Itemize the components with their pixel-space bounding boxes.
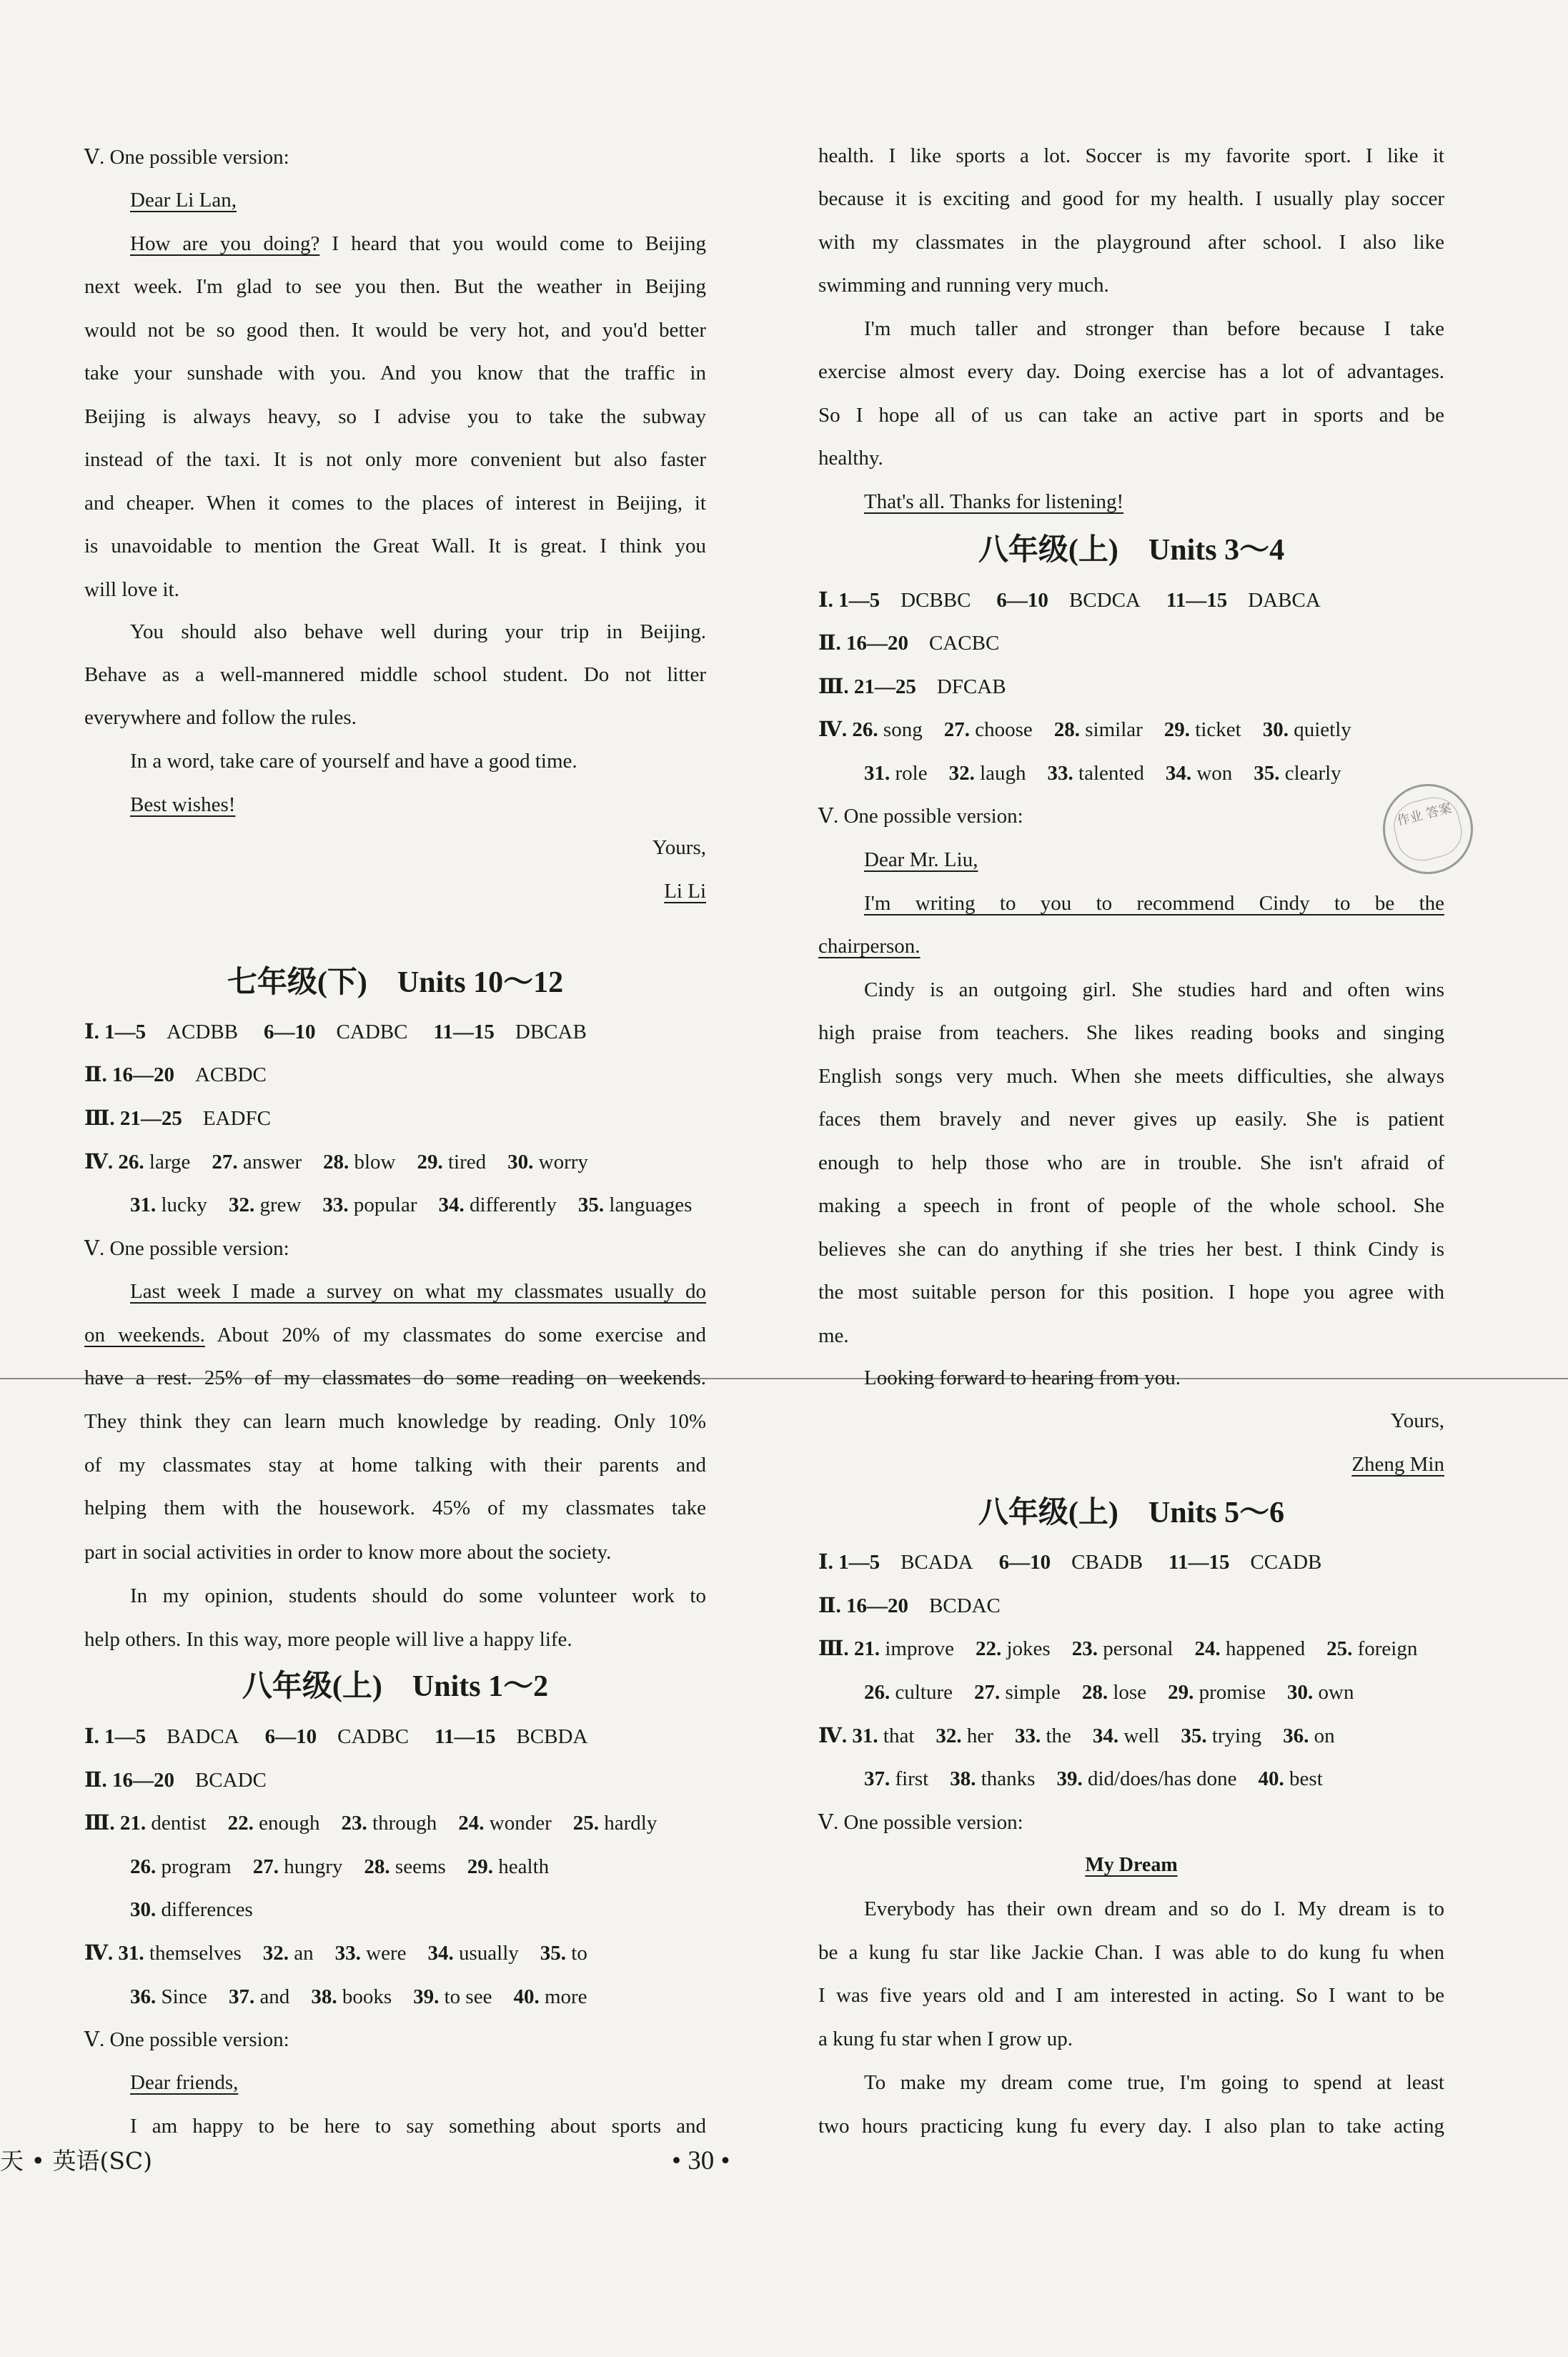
text-line: everywhere and follow the rules. [84, 706, 357, 729]
text-line: swimming and running very much. [818, 274, 1109, 297]
text-line: on weekends. About 20% of my classmates do some exercise and [84, 1324, 706, 1346]
page-number: • 30 • [672, 2146, 730, 2175]
answer-word: talented [1078, 762, 1144, 785]
text-line: me. [818, 1324, 849, 1347]
answer-row [818, 1634, 1439, 1663]
answer-row [84, 1939, 609, 1968]
answer-number: Ⅲ. 21. [818, 1637, 880, 1660]
answer-number: Ⅳ. 26. [818, 718, 878, 741]
text-line: will love it. [84, 578, 179, 601]
answer-word: the [1046, 1725, 1071, 1747]
answer-number: 35. [540, 1942, 567, 1965]
answer-row [84, 1148, 610, 1176]
answer-word: to [571, 1942, 587, 1965]
answer-row: Ⅰ. 1—5 BADCA 6—10 CADBC 11—15 BCBDA [84, 1725, 588, 1748]
answer-word: to see [444, 1985, 492, 2008]
text-line: and cheaper. When it comes to the places of interest in Beijing, it [84, 492, 706, 515]
answer-number: 26. [864, 1681, 890, 1704]
text-line: part in social activities in order to know more about the society. [84, 1541, 612, 1564]
text-line: To make my dream come true, I'm going to spend at least [864, 2071, 1444, 2094]
speech-greeting: Dear friends, [130, 2071, 239, 2094]
answer-number: Ⅳ. 31. [84, 1942, 144, 1965]
answer-number: 40. [1258, 1767, 1284, 1790]
answer-row: Ⅲ. 21—25 DFCAB [818, 675, 1006, 698]
watermark-stamp: 作业 答案 [1374, 775, 1483, 884]
text-line: is unavoidable to mention the Great Wall. It is great. I think you [84, 535, 706, 557]
text-line: making a speech in front of people of the whole school. She [818, 1194, 1444, 1217]
text-line: Cindy is an outgoing girl. She studies hard and often wins [864, 978, 1444, 1001]
text-line: instead of the taxi. It is not only more convenient but also faster [84, 448, 706, 471]
answer-word: that [883, 1725, 915, 1747]
answer-number: 28. [364, 1855, 390, 1878]
text-line: In a word, take care of yourself and have a good time. [130, 750, 577, 773]
section-label: Ⅴ. One possible version: [84, 1237, 289, 1260]
answer-number: 28. [1053, 718, 1080, 741]
letter-greeting: Dear Mr. Liu, [864, 848, 978, 871]
answer-word: thanks [981, 1767, 1036, 1790]
answer-number: 30. [130, 1898, 157, 1921]
answer-word: foreign [1357, 1637, 1418, 1660]
answer-word: seems [395, 1855, 446, 1878]
answer-number: 38. [950, 1767, 976, 1790]
answer-word: usually [459, 1942, 519, 1965]
letter-yours: Yours, [652, 836, 706, 859]
text-line: Beijing is always heavy, so I advise you to take the subway [84, 405, 706, 428]
answer-number: 23. [1071, 1637, 1098, 1660]
text-line: Everybody has their own dream and so do I. My dream is to [864, 1897, 1444, 1920]
answer-number: 24. [1194, 1637, 1221, 1660]
answer-word: books [342, 1985, 392, 2008]
letter-signature: Zheng Min [1351, 1453, 1444, 1476]
answer-number: 38. [311, 1985, 337, 2008]
section-label: Ⅴ. One possible version: [84, 2028, 289, 2051]
text-line: with my classmates in the playground after school. I also like [818, 231, 1444, 254]
answer-word: laugh [980, 762, 1026, 785]
answer-number: 37. [864, 1767, 890, 1790]
answer-number: 29. [417, 1151, 443, 1173]
answer-number: 27. [943, 718, 970, 741]
answer-number: 29. [467, 1855, 494, 1878]
answer-number: 35. [577, 1194, 605, 1216]
answer-word: best [1289, 1767, 1323, 1790]
answer-word: answer [242, 1151, 302, 1173]
text-line: have a rest. 25% of my classmates do some reading on weekends. [84, 1366, 706, 1389]
answer-word: grew [259, 1194, 302, 1216]
text-line: because it is exciting and good for my health. I usually play soccer [818, 187, 1444, 210]
answer-word: role [895, 762, 928, 785]
answer-word: tired [448, 1151, 487, 1173]
text-line: English songs very much. When she meets difficulties, she always [818, 1065, 1444, 1088]
text-line: chairperson. [818, 935, 921, 958]
answer-number: 40. [513, 1985, 540, 2008]
text-line: They think they can learn much knowledge by reading. Only 10% [84, 1410, 706, 1433]
answer-number: Ⅳ. 26. [84, 1151, 144, 1173]
answer-row [84, 1852, 570, 1881]
answer-number: 32. [948, 762, 975, 785]
answer-word: own [1318, 1681, 1354, 1704]
answer-word: hungry [284, 1855, 343, 1878]
text-line: of my classmates stay at home talking with their parents and [84, 1454, 706, 1477]
answer-word: enough [259, 1812, 320, 1835]
essay-title: My Dream [1085, 1854, 1178, 1876]
answer-row: Ⅰ. 1—5 BCADA 6—10 CBADB 11—15 CCADB [818, 1551, 1322, 1574]
answer-word: Since [161, 1985, 207, 2008]
text-line: So I hope all of us can take an active part in sports and be [818, 404, 1444, 427]
answer-word: through [372, 1812, 437, 1835]
section-label: Ⅴ. One possible version: [818, 1811, 1023, 1834]
answer-word: personal [1103, 1637, 1173, 1660]
answer-number: 29. [1163, 718, 1191, 741]
answer-number: 31. [130, 1194, 157, 1216]
answer-word: promise [1199, 1681, 1266, 1704]
text-line: a kung fu star when I grow up. [818, 2028, 1073, 2050]
answer-row [84, 1895, 274, 1924]
answer-word: lose [1113, 1681, 1147, 1704]
letter-closing: Best wishes! [130, 793, 236, 816]
answer-row: Ⅰ. 1—5 DCBBC 6—10 BCDCA 11—15 DABCA [818, 589, 1321, 612]
answer-number: 39. [413, 1985, 440, 2008]
answer-number: 36. [130, 1985, 157, 2008]
answer-word: jokes [1006, 1637, 1051, 1660]
answer-word: themselves [149, 1942, 242, 1965]
answer-word: improve [885, 1637, 954, 1660]
text-line: exercise almost every day. Doing exercise has a lot of advantages. [818, 360, 1444, 383]
answer-row [818, 1765, 1344, 1793]
answer-number: 34. [1165, 762, 1192, 785]
text-line: take your sunshade with you. And you know that the traffic in [84, 362, 706, 384]
answer-number: 25. [1326, 1637, 1353, 1660]
section-label: Ⅴ. One possible version: [84, 146, 289, 169]
answer-word: clearly [1284, 762, 1341, 785]
answer-word: did/does/has done [1087, 1767, 1237, 1790]
answer-number: 27. [252, 1855, 279, 1878]
answer-number: 34. [438, 1194, 465, 1216]
text-line: faces them bravely and never gives up easily. She is patient [818, 1108, 1444, 1131]
answer-row [818, 1678, 1375, 1707]
text-line: I was five years old and I am interested in acting. So I want to be [818, 1984, 1444, 2007]
letter-signature: Li Li [664, 880, 706, 903]
answer-word: on [1314, 1725, 1335, 1747]
answer-number: 27. [212, 1151, 238, 1173]
answer-word: trying [1211, 1725, 1262, 1747]
answer-word: differently [470, 1194, 557, 1216]
text-line: I'm writing to you to recommend Cindy to be the [864, 892, 1444, 915]
section-label: Ⅴ. One possible version: [818, 805, 1023, 828]
answer-number: 28. [323, 1151, 349, 1173]
answer-row [818, 715, 1373, 744]
text-line: Behave as a well-mannered middle school student. Do not litter [84, 663, 706, 686]
answer-word: dentist [151, 1812, 207, 1835]
text-line: the most suitable person for this position. I hope you agree with [818, 1281, 1444, 1304]
text-line: two hours practicing kung fu every day. I also plan to take acting [818, 2115, 1444, 2138]
text-line: Looking forward to hearing from you. [864, 1366, 1181, 1389]
answer-word: won [1196, 762, 1233, 785]
answer-word: culture [895, 1681, 953, 1704]
answer-number: 23. [341, 1812, 367, 1835]
text-line: Last week I made a survey on what my classmates usually do [130, 1280, 706, 1303]
answer-number: 37. [228, 1985, 255, 2008]
answer-number: 33. [322, 1194, 349, 1216]
answer-word: wonder [489, 1812, 552, 1835]
answer-row [84, 1191, 713, 1219]
text-line: helping them with the housework. 45% of my classmates take [84, 1497, 706, 1519]
text-line: help others. In this way, more people will live a happy life. [84, 1628, 572, 1651]
answer-row: Ⅰ. 1—5 ACDBB 6—10 CADBC 11—15 DBCAB [84, 1021, 587, 1043]
text-line: believes she can do anything if she tries her best. I think Cindy is [818, 1238, 1444, 1261]
answer-word: similar [1085, 718, 1143, 741]
answer-number: 33. [334, 1942, 361, 1965]
answer-number: Ⅳ. 31. [818, 1725, 878, 1747]
answer-number: 29. [1168, 1681, 1194, 1704]
answer-row [84, 1983, 609, 2011]
answer-number: 33. [1047, 762, 1073, 785]
answer-word: happened [1225, 1637, 1306, 1660]
section-heading: 八年级(上) Units 1～2 [242, 1670, 549, 1703]
text-line: be a kung fu star like Jackie Chan. I was able to do kung fu when [818, 1941, 1444, 1964]
section-heading: 八年级(上) Units 5～6 [978, 1497, 1285, 1529]
answer-number: 35. [1181, 1725, 1207, 1747]
letter-greeting: Dear Li Lan, [130, 189, 237, 212]
answer-row: Ⅱ. 16—20 ACBDC [84, 1063, 267, 1086]
answer-word: program [161, 1855, 232, 1878]
answer-word: and [259, 1985, 290, 2008]
answer-word: song [883, 718, 923, 741]
answer-number: 31. [864, 762, 890, 785]
answer-word: lucky [161, 1194, 207, 1216]
text-line: health. I like sports a lot. Soccer is my favorite sport. I like it [818, 144, 1444, 167]
answer-number: 22. [975, 1637, 1002, 1660]
answer-word: were [366, 1942, 407, 1965]
answer-number: 34. [427, 1942, 454, 1965]
answer-number: 35. [1254, 762, 1280, 785]
answer-word: languages [609, 1194, 693, 1216]
answer-row: Ⅱ. 16—20 BCDAC [818, 1594, 1001, 1617]
answer-word: health [498, 1855, 550, 1878]
answer-word: more [544, 1985, 587, 2008]
answer-word: well [1123, 1725, 1160, 1747]
answer-number: 36. [1283, 1725, 1309, 1747]
answer-word: choose [975, 718, 1033, 741]
answer-number: 30. [1262, 718, 1289, 741]
answer-number: 34. [1092, 1725, 1119, 1747]
answer-number: 30. [507, 1151, 534, 1173]
answer-number: 30. [1287, 1681, 1314, 1704]
answer-number: 27. [974, 1681, 1001, 1704]
section-heading: 七年级(下) Units 10～12 [227, 966, 564, 999]
answer-number: 32. [936, 1725, 962, 1747]
answer-word: an [294, 1942, 314, 1965]
answer-word: worry [538, 1151, 588, 1173]
answer-word: blow [354, 1151, 396, 1173]
text-line: In my opinion, students should do some volunteer work to [130, 1584, 706, 1607]
answer-row [818, 759, 1363, 788]
answer-word: ticket [1195, 718, 1241, 741]
answer-row [818, 1722, 1356, 1750]
text-line: You should also behave well during your trip in Beijing. [130, 620, 706, 643]
answer-number: 28. [1081, 1681, 1108, 1704]
answer-word: quietly [1294, 718, 1351, 741]
letter-yours: Yours, [1390, 1409, 1444, 1432]
answer-number: 32. [228, 1194, 255, 1216]
answer-word: popular [353, 1194, 417, 1216]
answer-number: Ⅲ. 21. [84, 1812, 147, 1835]
answer-row: Ⅱ. 16—20 CACBC [818, 632, 1000, 655]
footer-subject: 天 • 英语(SC) [0, 2147, 153, 2175]
answer-number: 22. [227, 1812, 254, 1835]
text-line: next week. I'm glad to see you then. But the weather in Beijing [84, 275, 706, 298]
answer-word: large [149, 1151, 191, 1173]
answer-number: 33. [1014, 1725, 1041, 1747]
answer-word: first [895, 1767, 929, 1790]
answer-row: Ⅱ. 16—20 BCADC [84, 1769, 267, 1792]
answer-word: simple [1005, 1681, 1061, 1704]
answer-number: 26. [130, 1855, 157, 1878]
text-line: I am happy to be here to say something about sports and [130, 2115, 706, 2138]
speech-closing: That's all. Thanks for listening! [864, 490, 1124, 513]
text-line: would not be so good then. It would be very hot, and you'd better [84, 319, 706, 342]
text-line: enough to help those who are in trouble. She isn't afraid of [818, 1151, 1444, 1174]
text-line: high praise from teachers. She likes reading books and singing [818, 1021, 1444, 1044]
answer-word: differences [161, 1898, 253, 1921]
answer-row: Ⅲ. 21—25 EADFC [84, 1107, 271, 1130]
answer-number: 24. [458, 1812, 485, 1835]
answer-word: her [966, 1725, 993, 1747]
section-heading: 八年级(上) Units 3～4 [978, 534, 1285, 567]
answer-number: 32. [262, 1942, 289, 1965]
answer-number: 25. [572, 1812, 599, 1835]
text-line: I'm much taller and stronger than before because I take [864, 317, 1444, 340]
answer-number: 39. [1056, 1767, 1083, 1790]
answer-row [84, 1809, 678, 1837]
text-line: healthy. [818, 447, 883, 470]
answer-word: hardly [604, 1812, 658, 1835]
text-line: How are you doing? I heard that you would come to Beijing [130, 232, 706, 255]
